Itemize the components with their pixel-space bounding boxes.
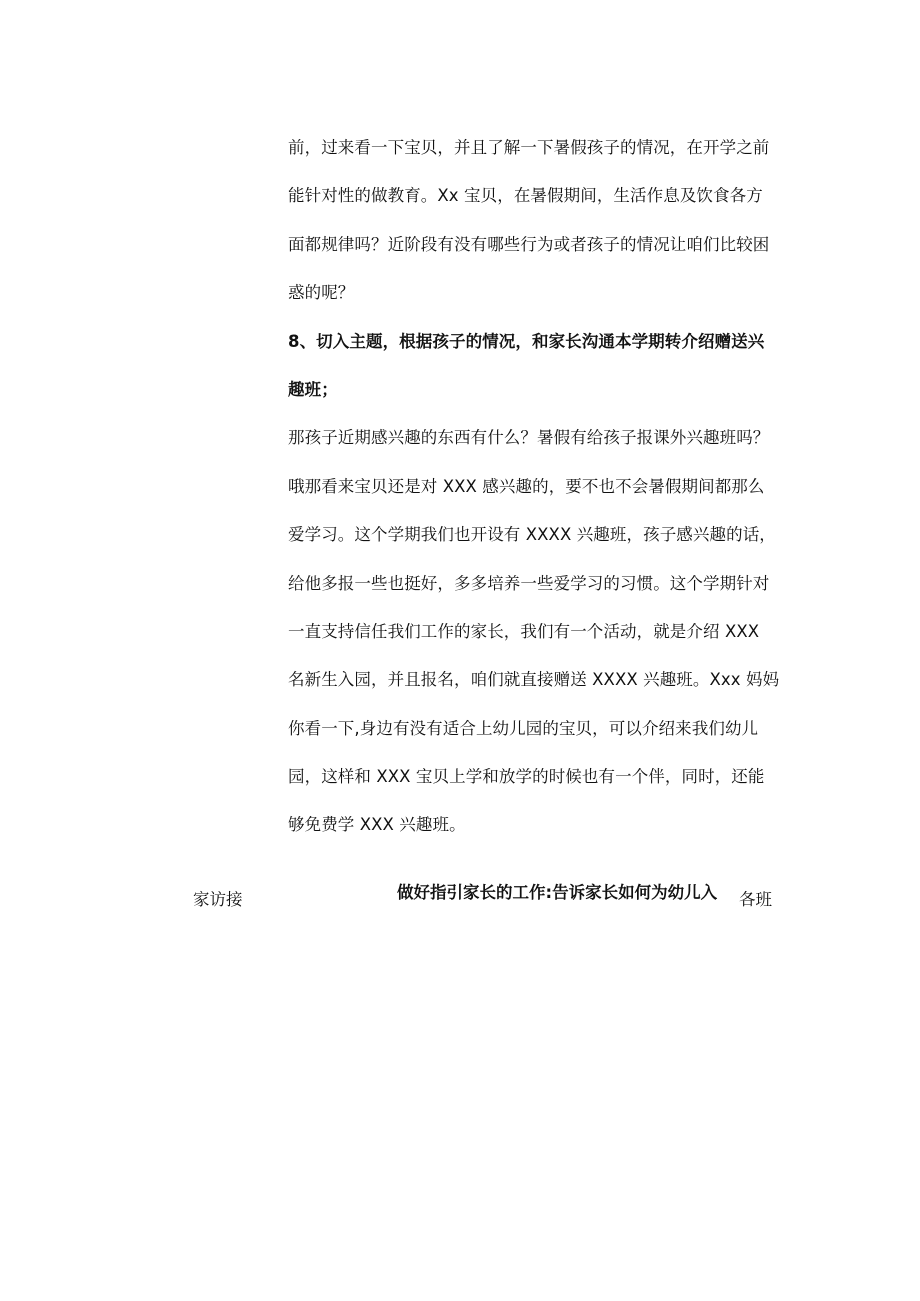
text-line: 园，这样和 XXX 宝贝上学和放学的时候也有一个伴，同时，还能: [288, 767, 765, 787]
text-line: 够免费学 XXX 兴趣班。: [288, 815, 466, 835]
text-line: 一直支持信任我们工作的家长，我们有一个活动，就是介绍 XXX: [288, 621, 760, 641]
section-heading: 8、切入主题，根据孩子的情况，和家长沟通本学期转介绍赠送兴: [288, 331, 765, 351]
table-cell-content: 做好指引家长的工作:告诉家长如何为幼儿入: [397, 883, 718, 902]
table-row: [0, 872, 920, 920]
text-line: 给他多报一些也挺好，多多培养一些爱学习的习惯。这个学期针对: [288, 573, 770, 593]
table-cell-task: 家访接: [193, 890, 243, 909]
section-heading-cont: 趣班；: [288, 379, 338, 399]
text-line: 惑的呢？: [288, 283, 355, 303]
table-cell-owner: 各班: [739, 890, 772, 909]
text-line: 前，过来看一下宝贝，并且了解一下暑假孩子的情况，在开学之前: [288, 138, 770, 157]
text-line: 能针对性的做教育。Xx 宝贝，在暑假期间，生活作息及饮食各方: [288, 186, 763, 206]
text-line: 名新生入园，并且报名，咱们就直接赠送 XXXX 兴趣班。Xxx 妈妈: [288, 670, 780, 690]
text-line: 你看一下,身边有没有适合上幼儿园的宝贝，可以介绍来我们幼儿: [288, 718, 759, 738]
text-line: 爱学习。这个学期我们也开设有 XXXX 兴趣班，孩子感兴趣的话，: [288, 525, 776, 545]
text-line: 面都规律吗？近阶段有没有哪些行为或者孩子的情况让咱们比较困: [288, 234, 770, 254]
text-line: 那孩子近期感兴趣的东西有什么？暑假有给孩子报课外兴趣班吗？: [288, 428, 770, 448]
body-text: [288, 124, 788, 850]
text-line: 哦那看来宝贝还是对 XXX 感兴趣的，要不也不会暑假期间都那么: [288, 476, 765, 496]
